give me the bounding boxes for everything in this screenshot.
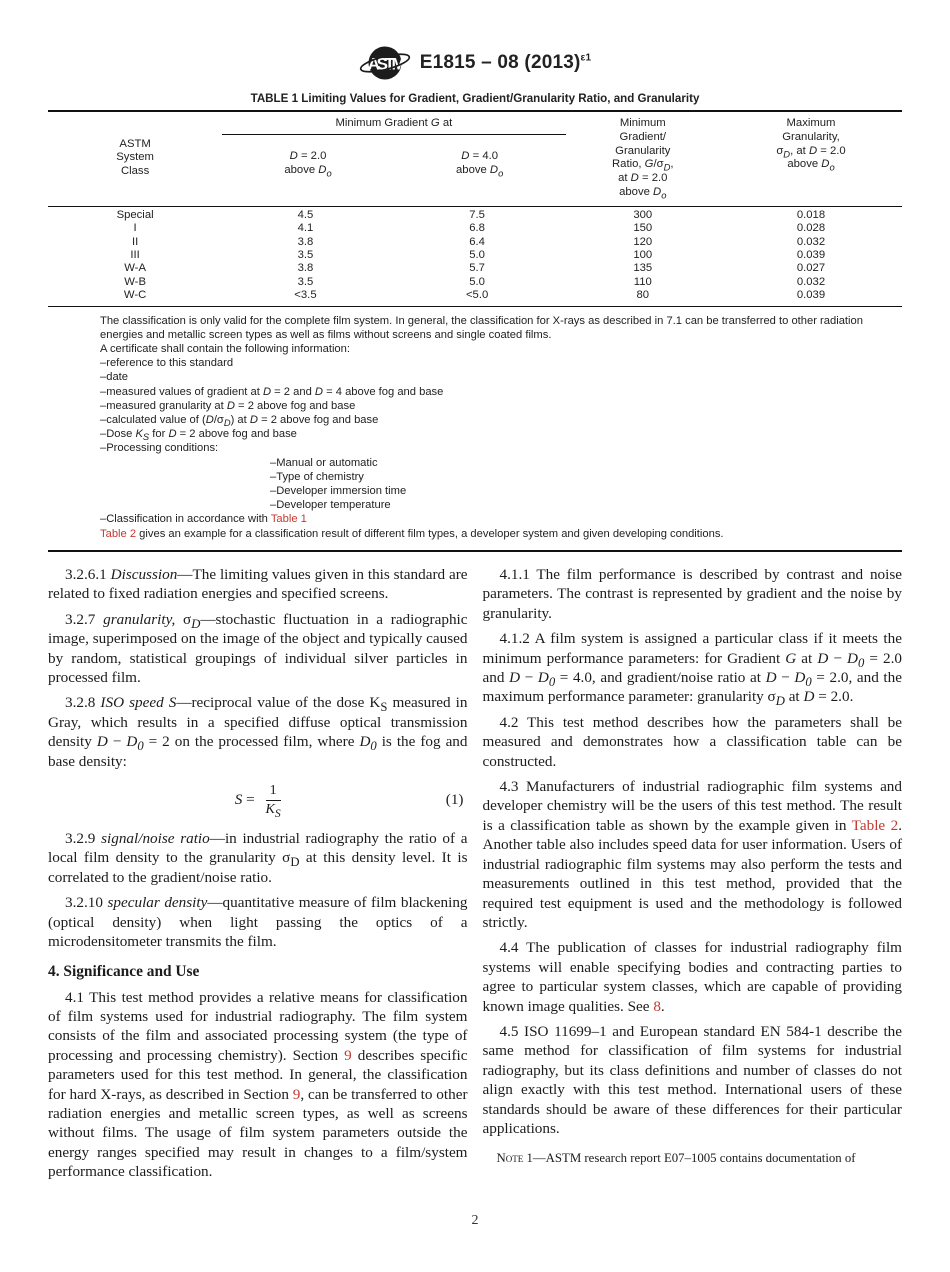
column-header-maximum-granularity: Maximum Granularity, $\sigma_D$, at D = 2.0 above $D_o$ xyxy=(776,117,846,173)
cross-reference-link[interactable]: Table 2 xyxy=(851,816,899,834)
table-cell: 150 xyxy=(633,222,653,235)
table-cell: 3.8 xyxy=(297,235,314,248)
document-header xyxy=(0,40,950,86)
footnote-line: –Developer immersion time xyxy=(270,485,407,498)
footnote-line: –measured values of gradient at D = 2 and D = 4 above fog and base xyxy=(100,385,444,398)
left-column xyxy=(48,565,468,1188)
table-cell: 5.0 xyxy=(469,249,485,261)
table-cell: 3.8 xyxy=(297,262,314,275)
paragraph: 4.3 Manufacturers of industrial radiographic film systems and developer chemistry will be the users of this test method. The result is a classification table as shown by the example given in Table 2. Another table also includes speed data for user information. Users of industrial radiographic film systems may also perform the tests and measurements outlined in this test method, provided that the required test equipment is used and the methodology is followed strictly. xyxy=(482,778,902,931)
table-row xyxy=(48,209,902,222)
column-group-minimum-gradient xyxy=(222,117,565,200)
footnote-line: –measured granularity at D = 2 above fog and base xyxy=(100,399,356,412)
footnote-line: A certificate shall contain the following information: xyxy=(100,343,350,356)
equation xyxy=(48,780,468,820)
table-cell: W-B xyxy=(124,275,146,288)
editorial-change-marker: ε1 xyxy=(580,52,592,64)
footnote-line: The classification is only valid for the complete film system. In general, the classification for X-rays as described in 7.1 can be transferred to other radiation energies and metallic screen types as well as films without screens and single coated films. xyxy=(100,314,863,341)
table-cell: 6.8 xyxy=(469,222,485,235)
table-cell: W-A xyxy=(124,262,146,275)
footnote-line: –Type of chemistry xyxy=(270,470,364,483)
section-heading: 4. Significance and Use xyxy=(48,962,200,980)
table-row xyxy=(48,222,902,235)
column-header-d2: D = 2.0 above $D_o$ xyxy=(284,149,332,178)
cross-reference-link[interactable]: Table 1 xyxy=(270,513,307,526)
column-group-rule xyxy=(222,134,565,135)
table-cell: 0.032 xyxy=(796,235,826,248)
table-cell: <3.5 xyxy=(294,289,317,302)
table-title: TABLE 1 Limiting Values for Gradient, Gradient/Granularity Ratio, and Granularity xyxy=(250,92,700,105)
document-code: E1815 – 08 $(2013)^{\varepsilon 1}$ xyxy=(419,52,592,73)
page-number: 2 xyxy=(471,1213,479,1228)
table-cell: II xyxy=(131,235,139,248)
footnote-line: –Developer temperature xyxy=(270,499,391,512)
footnote-line: Table 2 gives an example for a classification result of different film types, a developer system and given developing conditions. xyxy=(100,527,724,540)
table-header xyxy=(48,110,902,207)
right-column xyxy=(483,565,903,1188)
equation-number: (1) xyxy=(445,791,464,809)
table-body xyxy=(48,207,902,307)
cross-reference-link[interactable]: Table 2 xyxy=(100,527,137,540)
table-footnotes xyxy=(48,307,902,552)
column-header-d4: D = 4.0 above $D_o$ xyxy=(456,149,504,178)
table-row xyxy=(48,262,902,275)
table-cell: 0.032 xyxy=(796,275,826,288)
table-cell: <5.0 xyxy=(465,289,489,302)
equation-body: S = $\frac{1}{K_S}$ xyxy=(234,782,281,820)
table-cell: 5.0 xyxy=(469,275,485,288)
table-row xyxy=(48,289,902,302)
paragraph: 3.2.7 granularity, $\sigma_D—stochastic$ fluctuation in a radiographic image, superimposed on the image of the object and typically caused by random, statistical groupings of individual silver particles in processed film. xyxy=(48,610,468,687)
cross-reference-link[interactable]: 9 xyxy=(292,1085,301,1103)
table-cell: 80 xyxy=(636,289,650,302)
table-cell: 4.5 xyxy=(297,208,314,221)
paragraph: 3.2.8 ISO speed S—reciprocal value of the dose $K_S$ measured in Gray, which results in a specified diffuse optical transmission density $D - D_0 = 2$ on the processed film, where $D_0$ is the fog and base density: xyxy=(48,694,468,770)
fraction: $\frac{1}{K_S}$ xyxy=(265,782,281,820)
footnote-line: –reference to this standard xyxy=(100,357,234,370)
table-cell: 3.5 xyxy=(297,275,314,288)
column-header-gradient-granularity-ratio: Minimum Gradient/ Granularity Ratio, $G/\sigma_D$, at D = 2.0 above $D_o$ xyxy=(612,117,674,201)
column-group-label: Minimum Gradient G at xyxy=(335,117,453,129)
table-row xyxy=(48,249,902,262)
table-cell: 135 xyxy=(633,262,653,275)
table-cell: 4.1 xyxy=(297,222,314,235)
svg-text:ASTM: ASTM xyxy=(367,54,403,74)
table-cell: 110 xyxy=(633,275,652,288)
cross-reference-link[interactable]: 8 xyxy=(653,997,661,1015)
table-cell: 0.039 xyxy=(796,249,826,261)
table-cell: 120 xyxy=(633,235,653,248)
table-1 xyxy=(48,92,902,552)
table-cell: 0.027 xyxy=(796,262,826,275)
paragraph: 4.4 The publication of classes for industrial radiography film systems will enable specifying bodies and contracting parties to agree to particular system classes, which are capable of providing known image qualities. See 8. xyxy=(482,939,902,1015)
cross-reference-link[interactable]: 9 xyxy=(344,1046,352,1064)
table-cell: III xyxy=(130,249,140,261)
paragraph: 3.2.10 specular density—quantitative measure of film blackening (optical density) when light passing the optics of a microdensitometer transmits the film. xyxy=(48,894,468,951)
footnote-line: –Processing conditions: xyxy=(100,442,219,455)
footnote-line: –date xyxy=(100,371,128,384)
table-cell: 300 xyxy=(633,208,653,221)
table-cell: 0.018 xyxy=(796,208,826,221)
table-cell: 0.039 xyxy=(796,289,826,302)
paragraph: 4.2 This test method describes how the parameters shall be measured and demonstrates how a classification table can be constructed. xyxy=(482,713,902,770)
table-cell: I xyxy=(133,222,137,235)
note-paragraph: Note 1—ASTM research report E07–1005 contains documentation of xyxy=(496,1151,856,1166)
paragraph: 4.1.2 A film system is assigned a particular class if it meets the minimum performance parameters: for Gradient G at $D - D_0 = 2.0$ and $D - D_0 = 4.0$, and gradient/noise ratio at $D - D_0 = 2.0$, and the maximum performance parameter: granularity $\sigma_D$ at D = 2.0. xyxy=(482,630,902,709)
footnote-line: –Classification in accordance with Table 1 xyxy=(100,513,307,526)
astm-logo-icon xyxy=(359,40,411,86)
paragraph: 4.1.1 The film performance is described by contrast and noise parameters. The contrast is represented by gradient and the noise by granularity. xyxy=(482,566,902,622)
table-cell: 0.028 xyxy=(796,222,826,235)
table-cell: W-C xyxy=(123,289,147,302)
paragraph: 4.1 This test method provides a relative means for classification of film systems used for industrial radiography. The film system consists of the film and associated processing system (the type of processing and processing chemistry). Section 9 describes specific parameters used for this test method. In general, the classification for hard X-rays, as described in Section 9, can be transferred to other radiation energies and metallic screen types, as well as screens without films. The usage of film system parameters outside the energy ranges specified may result in changes to a film/system performance classification. xyxy=(48,988,468,1181)
table-cell: 5.7 xyxy=(469,262,485,275)
table-cell: 3.5 xyxy=(297,249,314,261)
paragraph: 4.5 ISO 11699–1 and European standard EN 584-1 describe the same method for classification of film systems for industrial radiography, but its class definitions and number of classes do not align exactly with this test method. International users of these standards should be aware of these differences for their particular applications. xyxy=(482,1022,902,1137)
footnote-line: –Dose $K_S$ for D = 2 above fog and base xyxy=(100,428,297,443)
table-row xyxy=(48,276,902,289)
footnote-line: –calculated value of $(D/\sigma_D)$ at D = 2 above fog and base xyxy=(100,414,379,429)
footnote-line: –Manual or automatic xyxy=(270,456,378,469)
paragraph: 3.2.6.1 Discussion—The limiting values given in this standard are related to fixed radiation energies and specified screens. xyxy=(48,566,468,603)
text-columns xyxy=(48,565,902,1188)
table-cell: Special xyxy=(116,208,154,221)
table-row xyxy=(48,236,902,249)
table-cell: 100 xyxy=(633,249,653,261)
table-cell: 6.4 xyxy=(469,235,485,248)
paragraph: 3.2.9 signal/noise ratio—in industrial radiography the ratio of a local film density to the granularity $\sigma_D$ at this density level. It is correlated to the gradient/noise ratio. xyxy=(48,830,468,886)
table-cell: 7.5 xyxy=(469,208,485,221)
column-header-astm-system-class: ASTM System Class xyxy=(116,137,154,178)
